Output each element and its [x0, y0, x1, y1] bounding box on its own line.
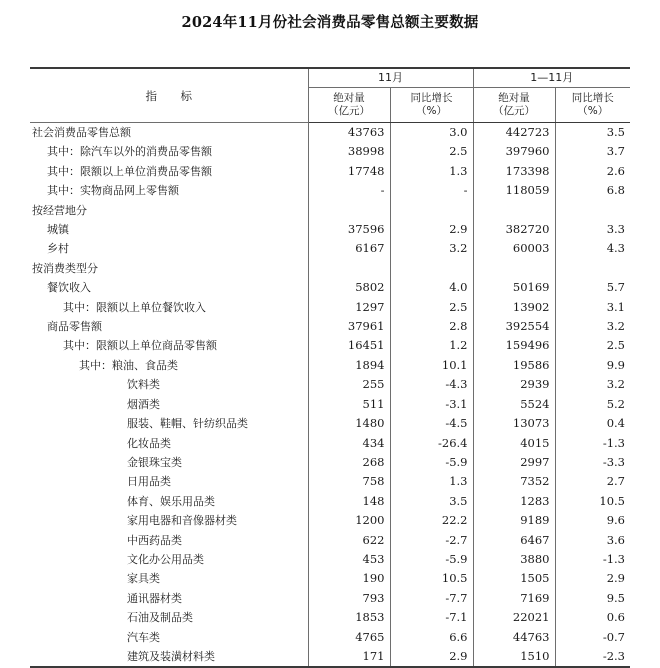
header-indicator	[30, 68, 308, 123]
table-row	[30, 181, 630, 200]
cell-nov-yoy: 3.0	[390, 123, 473, 143]
cell-nov-yoy: -7.7	[390, 589, 473, 608]
row-label: 其中：除汽车以外的消费品零售额	[47, 145, 212, 159]
row-label: 中西药品类	[127, 533, 182, 547]
table-row	[30, 569, 630, 588]
row-label: 化妆品类	[127, 436, 171, 450]
cell-nov-abs: 453	[308, 550, 390, 569]
row-label: 商品零售额	[47, 320, 102, 334]
header-nov-absolute-line2: （亿元）	[328, 104, 370, 117]
cell-nov-yoy: -5.9	[390, 550, 473, 569]
cell-cum-abs: 3880	[473, 550, 555, 569]
row-label: 体育、娱乐用品类	[127, 494, 215, 508]
cell-cum-abs: 2997	[473, 453, 555, 472]
cell-cum-yoy: 3.2	[555, 317, 630, 336]
cell-nov-abs: 793	[308, 589, 390, 608]
cell-nov-abs: 1200	[308, 511, 390, 530]
cell-nov-yoy: 22.2	[390, 511, 473, 530]
row-label: 石油及制品类	[127, 611, 193, 625]
cell-nov-abs: 37596	[308, 220, 390, 239]
cell-cum-abs: 50169	[473, 278, 555, 297]
table-row	[30, 511, 630, 530]
cell-nov-yoy: 4.0	[390, 278, 473, 297]
statistics-table-container	[30, 67, 630, 668]
row-label: 按经营地分	[32, 203, 87, 217]
cell-cum-yoy: 5.7	[555, 278, 630, 297]
cell-nov-yoy: 1.2	[390, 336, 473, 355]
cell-cum-yoy: -0.7	[555, 628, 630, 647]
cell-nov-yoy	[390, 201, 473, 220]
row-label: 日用品类	[127, 475, 171, 489]
cell-nov-abs: 1853	[308, 608, 390, 627]
cell-cum-yoy: -3.3	[555, 453, 630, 472]
row-label: 乡村	[47, 242, 69, 256]
cell-nov-yoy: 2.5	[390, 298, 473, 317]
row-label: 餐饮收入	[47, 281, 91, 295]
cell-nov-abs: 511	[308, 395, 390, 414]
table-row	[30, 317, 630, 336]
cell-cum-yoy: 3.6	[555, 531, 630, 550]
cell-cum-yoy: -1.3	[555, 434, 630, 453]
cell-nov-yoy: 1.3	[390, 162, 473, 181]
cell-cum-abs: 1510	[473, 647, 555, 667]
table-row	[30, 453, 630, 472]
table-row	[30, 375, 630, 394]
cell-cum-abs: 397960	[473, 142, 555, 161]
cell-cum-abs: 7169	[473, 589, 555, 608]
cell-cum-yoy: 9.6	[555, 511, 630, 530]
cell-cum-abs	[473, 201, 555, 220]
cell-nov-abs: 255	[308, 375, 390, 394]
table-row	[30, 628, 630, 647]
cell-cum-abs: 392554	[473, 317, 555, 336]
cell-cum-yoy: 3.2	[555, 375, 630, 394]
row-label: 社会消费品零售总额	[32, 126, 131, 139]
row-label: 家具类	[127, 572, 160, 586]
cell-nov-yoy: 2.8	[390, 317, 473, 336]
cell-cum-abs: 5524	[473, 395, 555, 414]
cell-nov-yoy: -2.7	[390, 531, 473, 550]
cell-cum-yoy: -1.3	[555, 550, 630, 569]
header-cum-yoy	[555, 88, 630, 123]
cell-nov-yoy	[390, 259, 473, 278]
cell-nov-abs: 43763	[308, 123, 390, 143]
header-cum-yoy-line1: 同比增长	[571, 92, 614, 105]
cell-cum-yoy: 9.9	[555, 356, 630, 375]
row-label: 其中：粮油、食品类	[79, 358, 178, 372]
cell-nov-yoy: 3.2	[390, 239, 473, 258]
cell-nov-abs: 6167	[308, 239, 390, 258]
row-label: 饮料类	[127, 378, 160, 392]
cell-cum-yoy	[555, 259, 630, 278]
cell-cum-abs: 118059	[473, 181, 555, 200]
row-label: 家用电器和音像器材类	[127, 514, 237, 528]
cell-nov-yoy: 2.5	[390, 142, 473, 161]
row-label: 其中：限额以上单位餐饮收入	[63, 300, 206, 314]
header-nov-absolute-line1: 绝对量	[333, 92, 365, 105]
cell-cum-yoy: 2.5	[555, 336, 630, 355]
table-row	[30, 356, 630, 375]
cell-cum-abs: 1505	[473, 569, 555, 588]
cell-nov-abs: 16451	[308, 336, 390, 355]
row-label: 其中：限额以上单位消费品零售额	[47, 164, 212, 178]
table-row	[30, 336, 630, 355]
table-body	[30, 123, 630, 668]
row-label: 其中：限额以上单位商品零售额	[63, 339, 217, 353]
header-cum-absolute-line1: 绝对量	[498, 92, 530, 105]
row-label: 建筑及装潢材料类	[30, 647, 308, 667]
row-label: 汽车类	[127, 630, 160, 644]
table-row	[30, 434, 630, 453]
cell-cum-yoy: 2.6	[555, 162, 630, 181]
cell-nov-yoy: 6.6	[390, 628, 473, 647]
cell-nov-yoy: -4.3	[390, 375, 473, 394]
cell-nov-yoy: 3.5	[390, 492, 473, 511]
cell-nov-abs: 1297	[308, 298, 390, 317]
table-row	[30, 531, 630, 550]
cell-nov-abs: 434	[308, 434, 390, 453]
table-row	[30, 239, 630, 258]
header-nov-yoy-line2: （%）	[416, 104, 447, 117]
cell-nov-abs: 37961	[308, 317, 390, 336]
cell-cum-abs: 9189	[473, 511, 555, 530]
table-row	[30, 142, 630, 161]
table-header	[30, 68, 630, 123]
cell-nov-abs: 1480	[308, 414, 390, 433]
table-row	[30, 298, 630, 317]
cell-cum-abs: 13902	[473, 298, 555, 317]
table-row	[30, 123, 630, 143]
cell-nov-abs: 38998	[308, 142, 390, 161]
cell-nov-abs: 1894	[308, 356, 390, 375]
cell-nov-yoy: -3.1	[390, 395, 473, 414]
header-cum-yoy-line2: （%）	[577, 104, 609, 117]
header-nov-absolute	[308, 88, 390, 123]
row-label: 通讯器材类	[127, 591, 182, 605]
table-row	[30, 492, 630, 511]
table-row	[30, 472, 630, 491]
cell-cum-yoy: 2.7	[555, 472, 630, 491]
retail-sales-table	[30, 67, 630, 668]
cell-nov-yoy: 2.9	[390, 220, 473, 239]
table-header-group-row	[30, 68, 630, 88]
cell-nov-abs: 190	[308, 569, 390, 588]
cell-nov-yoy: 1.3	[390, 472, 473, 491]
cell-nov-yoy: -4.5	[390, 414, 473, 433]
header-nov-yoy-line1: 同比增长	[410, 92, 453, 105]
row-label: 其中：实物商品网上零售额	[47, 184, 179, 198]
cell-nov-yoy: -	[390, 181, 473, 200]
cell-cum-yoy: 2.9	[555, 569, 630, 588]
cell-nov-yoy: -26.4	[390, 434, 473, 453]
cell-nov-abs: 5802	[308, 278, 390, 297]
cell-cum-abs: 6467	[473, 531, 555, 550]
cell-cum-yoy: 9.5	[555, 589, 630, 608]
cell-cum-yoy: 0.6	[555, 608, 630, 627]
header-group-month: 11月	[308, 68, 473, 88]
header-nov-yoy	[390, 88, 473, 123]
table-row	[30, 278, 630, 297]
row-label: 城镇	[47, 223, 69, 237]
cell-cum-abs: 173398	[473, 162, 555, 181]
cell-nov-abs: 17748	[308, 162, 390, 181]
cell-nov-abs: 4765	[308, 628, 390, 647]
cell-cum-abs: 2939	[473, 375, 555, 394]
cell-nov-abs	[308, 201, 390, 220]
cell-nov-abs: 758	[308, 472, 390, 491]
cell-nov-abs: 171	[308, 647, 390, 667]
cell-cum-yoy: 3.7	[555, 142, 630, 161]
cell-cum-abs: 19586	[473, 356, 555, 375]
cell-cum-yoy: 3.1	[555, 298, 630, 317]
cell-cum-yoy: -2.3	[555, 647, 630, 667]
cell-cum-abs: 1283	[473, 492, 555, 511]
cell-nov-yoy: 10.1	[390, 356, 473, 375]
cell-cum-abs: 382720	[473, 220, 555, 239]
cell-nov-yoy: 10.5	[390, 569, 473, 588]
cell-nov-abs	[308, 259, 390, 278]
cell-nov-abs: 622	[308, 531, 390, 550]
cell-nov-yoy: -5.9	[390, 453, 473, 472]
cell-cum-abs: 4015	[473, 434, 555, 453]
cell-cum-abs: 159496	[473, 336, 555, 355]
cell-cum-yoy: 3.5	[555, 123, 630, 143]
table-row	[30, 259, 630, 278]
header-cum-absolute-line2: （亿元）	[493, 104, 535, 117]
cell-cum-yoy	[555, 201, 630, 220]
table-row	[30, 589, 630, 608]
cell-nov-yoy: 2.9	[390, 647, 473, 667]
table-row	[30, 647, 630, 667]
cell-cum-yoy: 6.8	[555, 181, 630, 200]
row-label: 服装、鞋帽、针纺织品类	[127, 417, 248, 431]
cell-cum-abs: 60003	[473, 239, 555, 258]
cell-nov-abs: 268	[308, 453, 390, 472]
cell-cum-yoy: 0.4	[555, 414, 630, 433]
header-indicator-label: 指 标	[145, 88, 198, 103]
table-row	[30, 220, 630, 239]
cell-cum-abs: 44763	[473, 628, 555, 647]
row-label: 文化办公用品类	[127, 552, 204, 566]
header-cum-absolute	[473, 88, 555, 123]
cell-nov-yoy: -7.1	[390, 608, 473, 627]
table-row	[30, 608, 630, 627]
cell-cum-yoy: 10.5	[555, 492, 630, 511]
cell-cum-abs	[473, 259, 555, 278]
page-title: 2024年11月份社会消费品零售总额主要数据	[181, 14, 479, 31]
row-label: 烟酒类	[127, 397, 160, 411]
cell-nov-abs: 148	[308, 492, 390, 511]
row-label: 按消费类型分	[32, 261, 98, 275]
cell-cum-abs: 442723	[473, 123, 555, 143]
cell-cum-abs: 13073	[473, 414, 555, 433]
cell-cum-abs: 22021	[473, 608, 555, 627]
cell-cum-yoy: 4.3	[555, 239, 630, 258]
cell-cum-yoy: 3.3	[555, 220, 630, 239]
table-row	[30, 550, 630, 569]
table-row	[30, 201, 630, 220]
cell-nov-abs: -	[308, 181, 390, 200]
table-row	[30, 162, 630, 181]
row-label: 金银珠宝类	[127, 455, 182, 469]
table-row	[30, 414, 630, 433]
header-group-cumulative: 1—11月	[473, 68, 630, 88]
cell-cum-abs: 7352	[473, 472, 555, 491]
table-row	[30, 395, 630, 414]
cell-cum-yoy: 5.2	[555, 395, 630, 414]
